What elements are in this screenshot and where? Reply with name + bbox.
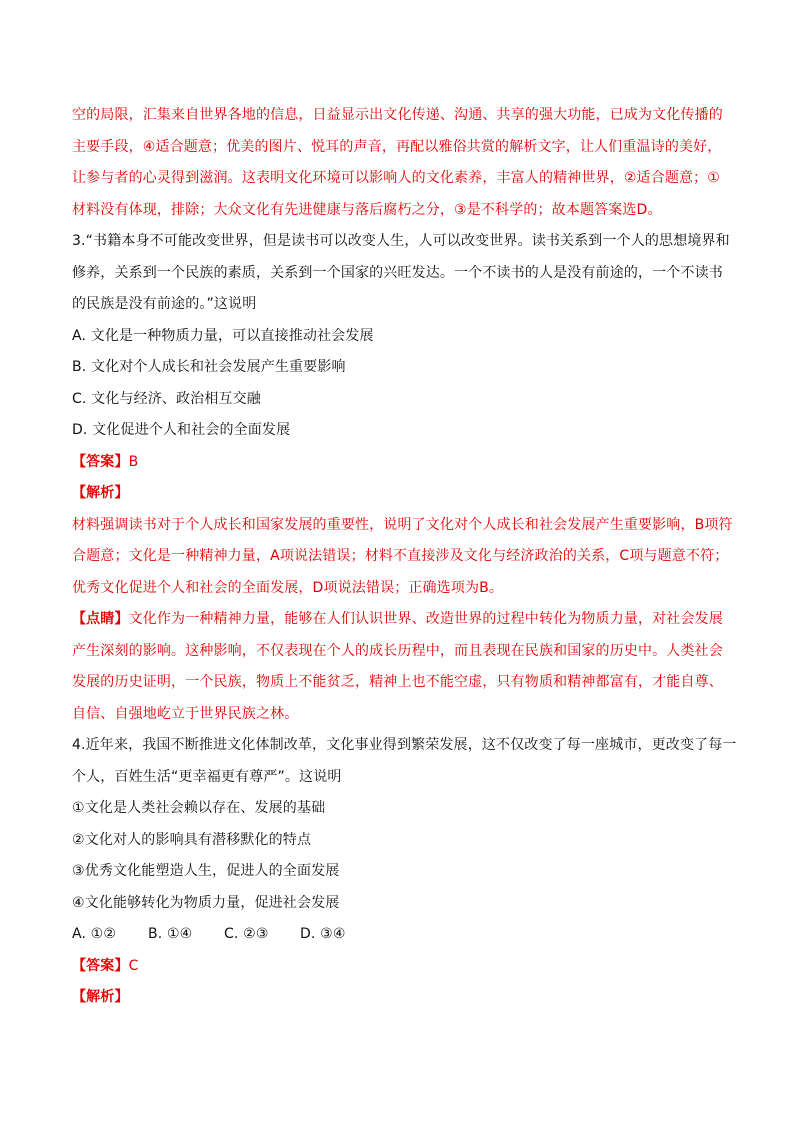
q3-analysis-line: 优秀文化促进个人和社会的全面发展，D项说法错误；正确选项为B。	[72, 579, 504, 596]
q2-analysis-line: 材料没有体现，排除；大众文化有先进健康与落后腐朽之分，③是不科学的；故本题答案选D。	[72, 201, 662, 218]
q3-option-d: D. 文化促进个人和社会的全面发展	[72, 422, 291, 438]
answer-label: 【答案】	[72, 957, 129, 974]
analysis-label: 【解析】	[72, 485, 129, 501]
q2-analysis-line: 主要手段，④适合题意；优美的图片、悦耳的声音，再配以雅俗共赏的解析文字，让人们重温诗的美好，	[72, 138, 722, 155]
q4-choice-b: B. ①④	[148, 926, 193, 942]
analysis-label: 【解析】	[72, 989, 129, 1005]
answer-label: 【答案】	[72, 453, 129, 470]
q4-choice-a: A. ①②	[72, 926, 117, 942]
q3-tip-line: 自信、自强地屹立于世界民族之林。	[72, 705, 299, 722]
q3-analysis-heading	[72, 478, 724, 510]
answer-value: B	[128, 453, 139, 470]
q3-stem-line: 的民族是没有前途的。”这说明	[72, 296, 257, 312]
q4-choices	[72, 919, 724, 951]
q4-stem-line: 个人，百姓生活“更幸福更有尊严”。这说明	[72, 768, 342, 785]
tip-text: 文化作为一种精神力量，能够在人们认识世界、改造世界的过程中转化为物质力量，对社会发展	[128, 611, 723, 627]
q3-tip-line: 发展的历史证明，一个民族，物质上不能贫乏，精神上也不能空虚，只有物质和精神都富有，才能自尊、	[72, 674, 723, 690]
q3-option-c: C. 文化与经济、政治相互交融	[72, 390, 261, 407]
document-content	[72, 100, 737, 1014]
q4-choice-d: D. ③④	[300, 926, 346, 942]
q3-analysis-line: 合题意；文化是一种精神力量，A项说法错误；材料不直接涉及文化与经济政治的关系，C项与题意不符；	[72, 548, 729, 564]
q3-answer	[72, 447, 724, 479]
q4-answer	[72, 951, 724, 983]
q4-choice-c: C. ②③	[224, 926, 269, 942]
q4-statement-1: ①文化是人类社会赖以存在、发展的基础	[72, 800, 326, 816]
q3-tip-line: 产生深刻的影响。这种影响，不仅表现在个人的成长历程中，而且表现在民族和国家的历史中。人类社会	[72, 642, 723, 659]
q4-statement-4: ④文化能够转化为物质力量，促进社会发展	[72, 894, 340, 911]
q4-stem-line: 4.近年来，我国不断推进文化体制改革，文化事业得到繁荣发展，这不仅改变了每一座城市，更改变了每一	[72, 737, 737, 753]
q3-option-a: A. 文化是一种物质力量，可以直接推动社会发展	[72, 327, 374, 344]
q3-tip-line	[72, 604, 724, 636]
q3-stem-line: 3.“书籍本身不可能改变世界，但是读书可以改变人生，人可以改变世界。读书关系到一个人的思想境界和	[72, 233, 730, 249]
q4-statement-3: ③优秀文化能塑造人生，促进人的全面发展	[72, 863, 340, 879]
q3-stem-line: 修养，关系到一个民族的素质，关系到一个国家的兴旺发达。一个不读书的人是没有前途的，一个不读书	[72, 264, 723, 281]
q2-analysis-line: 空的局限，汇集来自世界各地的信息，日益显示出文化传递、沟通、共享的强大功能，已成为文化传播的	[72, 107, 723, 123]
q3-option-b: B. 文化对个人成长和社会发展产生重要影响	[72, 359, 346, 375]
q2-analysis-line: 让参与者的心灵得到滋润。这表明文化环境可以影响人的文化素养，丰富人的精神世界，②适合题意；①	[72, 170, 720, 186]
q4-analysis-heading	[72, 982, 724, 1014]
tip-label: 【点睛】	[72, 611, 129, 627]
q3-analysis-line: 材料强调读书对于个人成长和国家发展的重要性，说明了文化对个人成长和社会发展产生重要影响，B项符	[72, 516, 733, 533]
answer-value: C	[128, 957, 139, 974]
q4-statement-2: ②文化对人的影响具有潜移默化的特点	[72, 831, 312, 848]
